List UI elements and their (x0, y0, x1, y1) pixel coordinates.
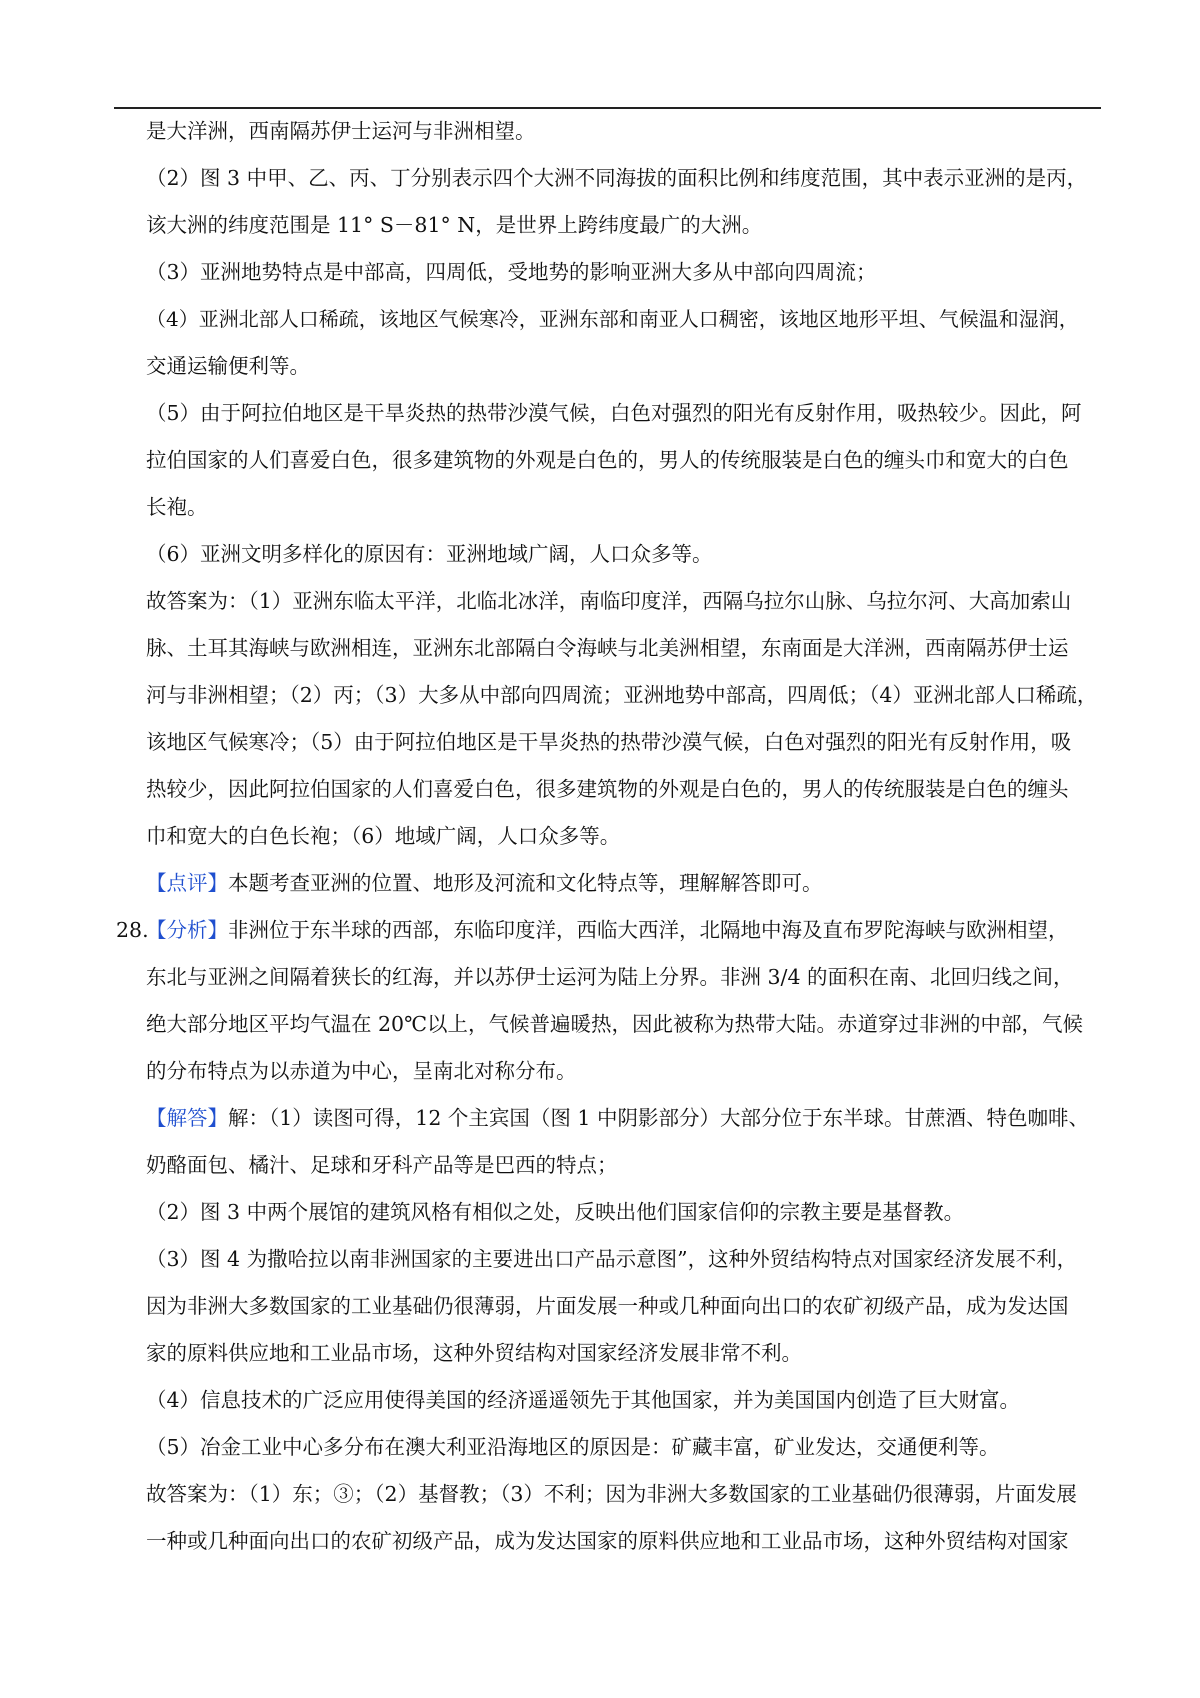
comment-text: 本题考查亚洲的位置、地形及河流和文化特点等，理解解答即可。 (228, 871, 823, 895)
text-line: （2）图 3 中两个展馆的建筑风格有相似之处，反映出他们国家信仰的宗教主要是基督教。 (146, 1200, 965, 1224)
text-line: 该地区气候寒冷；（5）由于阿拉伯地区是干旱炎热的热带沙漠气候，白色对强烈的阳光有反射作用，吸 (146, 730, 1072, 754)
answer-text: 解：（1）读图可得，12 个主宾国（图 1 中阴影部分）大部分位于东半球。甘蔗酒、特色咖啡、 (228, 1106, 1089, 1130)
text-line: 该大洲的纬度范围是 11° S－81° N，是世界上跨纬度最广的大洲。 (146, 213, 763, 237)
text-line: 一种或几种面向出口的农矿初级产品，成为发达国家的原料供应地和工业品市场，这种外贸结构对国家 (146, 1529, 1069, 1553)
text-line: （4）亚洲北部人口稀疏，该地区气候寒冷，亚洲东部和南亚人口稠密，该地区地形平坦、气候温和湿润， (146, 307, 1079, 331)
text-line: 故答案为：（1）亚洲东临太平洋，北临北冰洋，南临印度洋，西隔乌拉尔山脉、乌拉尔河、大高加索山 (146, 589, 1072, 613)
answer-tag: 【解答】 (146, 1106, 228, 1130)
question-28-line (116, 914, 1101, 946)
text-line: 东北与亚洲之间隔着狭长的红海，并以苏伊士运河为陆上分界。非洲 3/4 的面积在南、北回归线之间， (146, 965, 1074, 989)
text-line: 拉伯国家的人们喜爱白色，很多建筑物的外观是白色的，男人的传统服装是白色的缠头巾和宽大的白色 (146, 448, 1069, 472)
text-line: 因为非洲大多数国家的工业基础仍很薄弱，片面发展一种或几种面向出口的农矿初级产品，成为发达国 (146, 1294, 1069, 1318)
text-line: 热较少，因此阿拉伯国家的人们喜爱白色，很多建筑物的外观是白色的，男人的传统服装是白色的缠头 (146, 777, 1069, 801)
text-line: 交通运输便利等。 (146, 354, 310, 378)
analysis-tag: 【分析】 (146, 918, 228, 942)
text-line: 奶酪面包、橘汁、足球和牙科产品等是巴西的特点； (146, 1153, 618, 1177)
header-rule (114, 107, 1101, 109)
text-line: （3）亚洲地势特点是中部高，四周低，受地势的影响亚洲大多从中部向四周流； (146, 260, 877, 284)
comment-tag: 【点评】 (146, 871, 228, 895)
document-body (116, 115, 1101, 1557)
text-line: （4）信息技术的广泛应用使得美国的经济遥遥领先于其他国家，并为美国国内创造了巨大财富。 (146, 1388, 1021, 1412)
text-line: （5）由于阿拉伯地区是干旱炎热的热带沙漠气候，白色对强烈的阳光有反射作用，吸热较少。因此，阿 (146, 401, 1082, 425)
text-line: （5）冶金工业中心多分布在澳大利亚沿海地区的原因是：矿藏丰富，矿业发达，交通便利等。 (146, 1435, 1000, 1459)
text-line: （3）图 4 为撒哈拉以南非洲国家的主要进出口产品示意图”，这种外贸结构特点对国家经济发展不利， (146, 1247, 1078, 1271)
analysis-text: 非洲位于东半球的西部，东临印度洋，西临大西洋，北隔地中海及直布罗陀海峡与欧洲相望， (228, 918, 1069, 942)
text-line: 是大洋洲，西南隔苏伊士运河与非洲相望。 (146, 119, 536, 143)
answer-line (146, 1102, 1101, 1134)
text-line: 长袍。 (146, 495, 208, 519)
text-line: 故答案为：（1）东；③；（2）基督教；（3）不利；因为非洲大多数国家的工业基础仍很薄弱，片面发展 (146, 1482, 1077, 1506)
text-line: 的分布特点为以赤道为中心，呈南北对称分布。 (146, 1059, 577, 1083)
text-line: 脉、土耳其海峡与欧洲相连，亚洲东北部隔白令海峡与北美洲相望，东南面是大洋洲，西南隔苏伊士运 (146, 636, 1069, 660)
question-number: 28. (116, 918, 149, 942)
comment-line (146, 867, 1101, 899)
text-line: 家的原料供应地和工业品市场，这种外贸结构对国家经济发展非常不利。 (146, 1341, 802, 1365)
text-line: 河与非洲相望；（2）丙；（3）大多从中部向四周流；亚洲地势中部高，四周低；（4）亚洲北部人口稀疏， (146, 683, 1098, 707)
text-line: （6）亚洲文明多样化的原因有：亚洲地域广阔，人口众多等。 (146, 542, 713, 566)
text-line: 巾和宽大的白色长袍；（6）地域广阔，人口众多等。 (146, 824, 621, 848)
text-line: 绝大部分地区平均气温在 20℃以上，气候普遍暖热，因此被称为热带大陆。赤道穿过非洲的中部，气候 (146, 1012, 1084, 1036)
text-line: （2）图 3 中甲、乙、丙、丁分别表示四个大洲不同海拔的面积比例和纬度范围，其中表示亚洲的是丙， (146, 166, 1088, 190)
